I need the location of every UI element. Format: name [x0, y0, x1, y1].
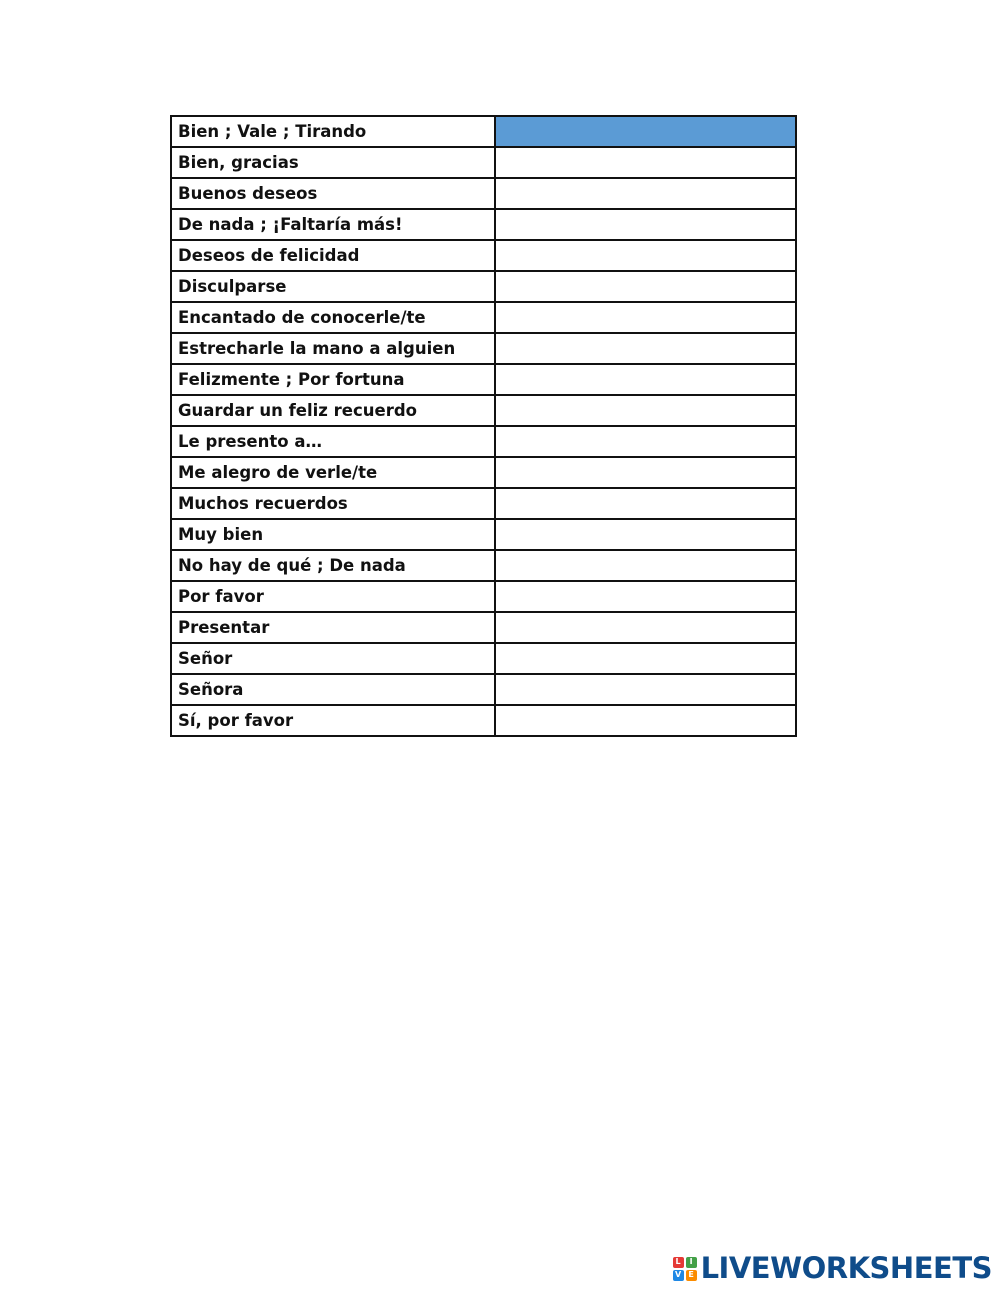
- table-row: [171, 705, 796, 736]
- table-row: [171, 178, 796, 209]
- liveworksheets-brand[interactable]: [673, 1251, 992, 1285]
- liveworksheets-wordmark: LIVEWORKSHEETS: [700, 1251, 992, 1285]
- table-row: [171, 643, 796, 674]
- table-row: [171, 426, 796, 457]
- phrase-cell: Muchos recuerdos: [171, 488, 495, 519]
- phrase-cell: Bien ; Vale ; Tirando: [171, 116, 495, 147]
- answer-input-cell[interactable]: [495, 116, 796, 147]
- table-row: [171, 550, 796, 581]
- logo-letter-l: L: [673, 1257, 684, 1268]
- table-row: [171, 302, 796, 333]
- table-row: [171, 488, 796, 519]
- answer-input-cell[interactable]: [495, 643, 796, 674]
- phrase-cell: Deseos de felicidad: [171, 240, 495, 271]
- table-row: [171, 333, 796, 364]
- answer-input-cell[interactable]: [495, 271, 796, 302]
- phrase-cell: Señor: [171, 643, 495, 674]
- phrase-cell: Estrecharle la mano a alguien: [171, 333, 495, 364]
- phrase-cell: Encantado de conocerle/te: [171, 302, 495, 333]
- phrase-cell: Felizmente ; Por fortuna: [171, 364, 495, 395]
- phrase-cell: Señora: [171, 674, 495, 705]
- answer-input-cell[interactable]: [495, 147, 796, 178]
- answer-input-cell[interactable]: [495, 612, 796, 643]
- table-row: [171, 395, 796, 426]
- answer-input-cell[interactable]: [495, 488, 796, 519]
- answer-input-cell[interactable]: [495, 674, 796, 705]
- answer-input-cell[interactable]: [495, 240, 796, 271]
- answer-input-cell[interactable]: [495, 333, 796, 364]
- table-row: [171, 271, 796, 302]
- table-row: [171, 612, 796, 643]
- phrase-cell: Guardar un feliz recuerdo: [171, 395, 495, 426]
- table-row: [171, 116, 796, 147]
- phrase-cell: Por favor: [171, 581, 495, 612]
- answer-input-cell[interactable]: [495, 209, 796, 240]
- phrase-cell: De nada ; ¡Faltaría más!: [171, 209, 495, 240]
- answer-input-cell[interactable]: [495, 519, 796, 550]
- table-row: [171, 364, 796, 395]
- answer-input-cell[interactable]: [495, 581, 796, 612]
- logo-letter-v: V: [673, 1270, 684, 1281]
- answer-input-cell[interactable]: [495, 395, 796, 426]
- table-row: [171, 581, 796, 612]
- phrase-cell: No hay de qué ; De nada: [171, 550, 495, 581]
- vocabulary-table-body: [171, 116, 796, 736]
- phrase-cell: Presentar: [171, 612, 495, 643]
- answer-input-cell[interactable]: [495, 426, 796, 457]
- logo-letter-i: I: [686, 1257, 697, 1268]
- phrase-cell: Sí, por favor: [171, 705, 495, 736]
- phrase-cell: Le presento a…: [171, 426, 495, 457]
- vocabulary-table: [170, 115, 797, 737]
- phrase-cell: Buenos deseos: [171, 178, 495, 209]
- table-row: [171, 519, 796, 550]
- answer-input-cell[interactable]: [495, 364, 796, 395]
- answer-input-cell[interactable]: [495, 457, 796, 488]
- table-row: [171, 674, 796, 705]
- phrase-cell: Bien, gracias: [171, 147, 495, 178]
- logo-letter-e: E: [686, 1270, 697, 1281]
- table-row: [171, 209, 796, 240]
- table-row: [171, 240, 796, 271]
- table-row: [171, 457, 796, 488]
- phrase-cell: Muy bien: [171, 519, 495, 550]
- phrase-cell: Me alegro de verle/te: [171, 457, 495, 488]
- liveworksheets-logo-icon: [673, 1257, 697, 1281]
- answer-input-cell[interactable]: [495, 550, 796, 581]
- phrase-cell: Disculparse: [171, 271, 495, 302]
- answer-input-cell[interactable]: [495, 705, 796, 736]
- answer-input-cell[interactable]: [495, 178, 796, 209]
- answer-input-cell[interactable]: [495, 302, 796, 333]
- table-row: [171, 147, 796, 178]
